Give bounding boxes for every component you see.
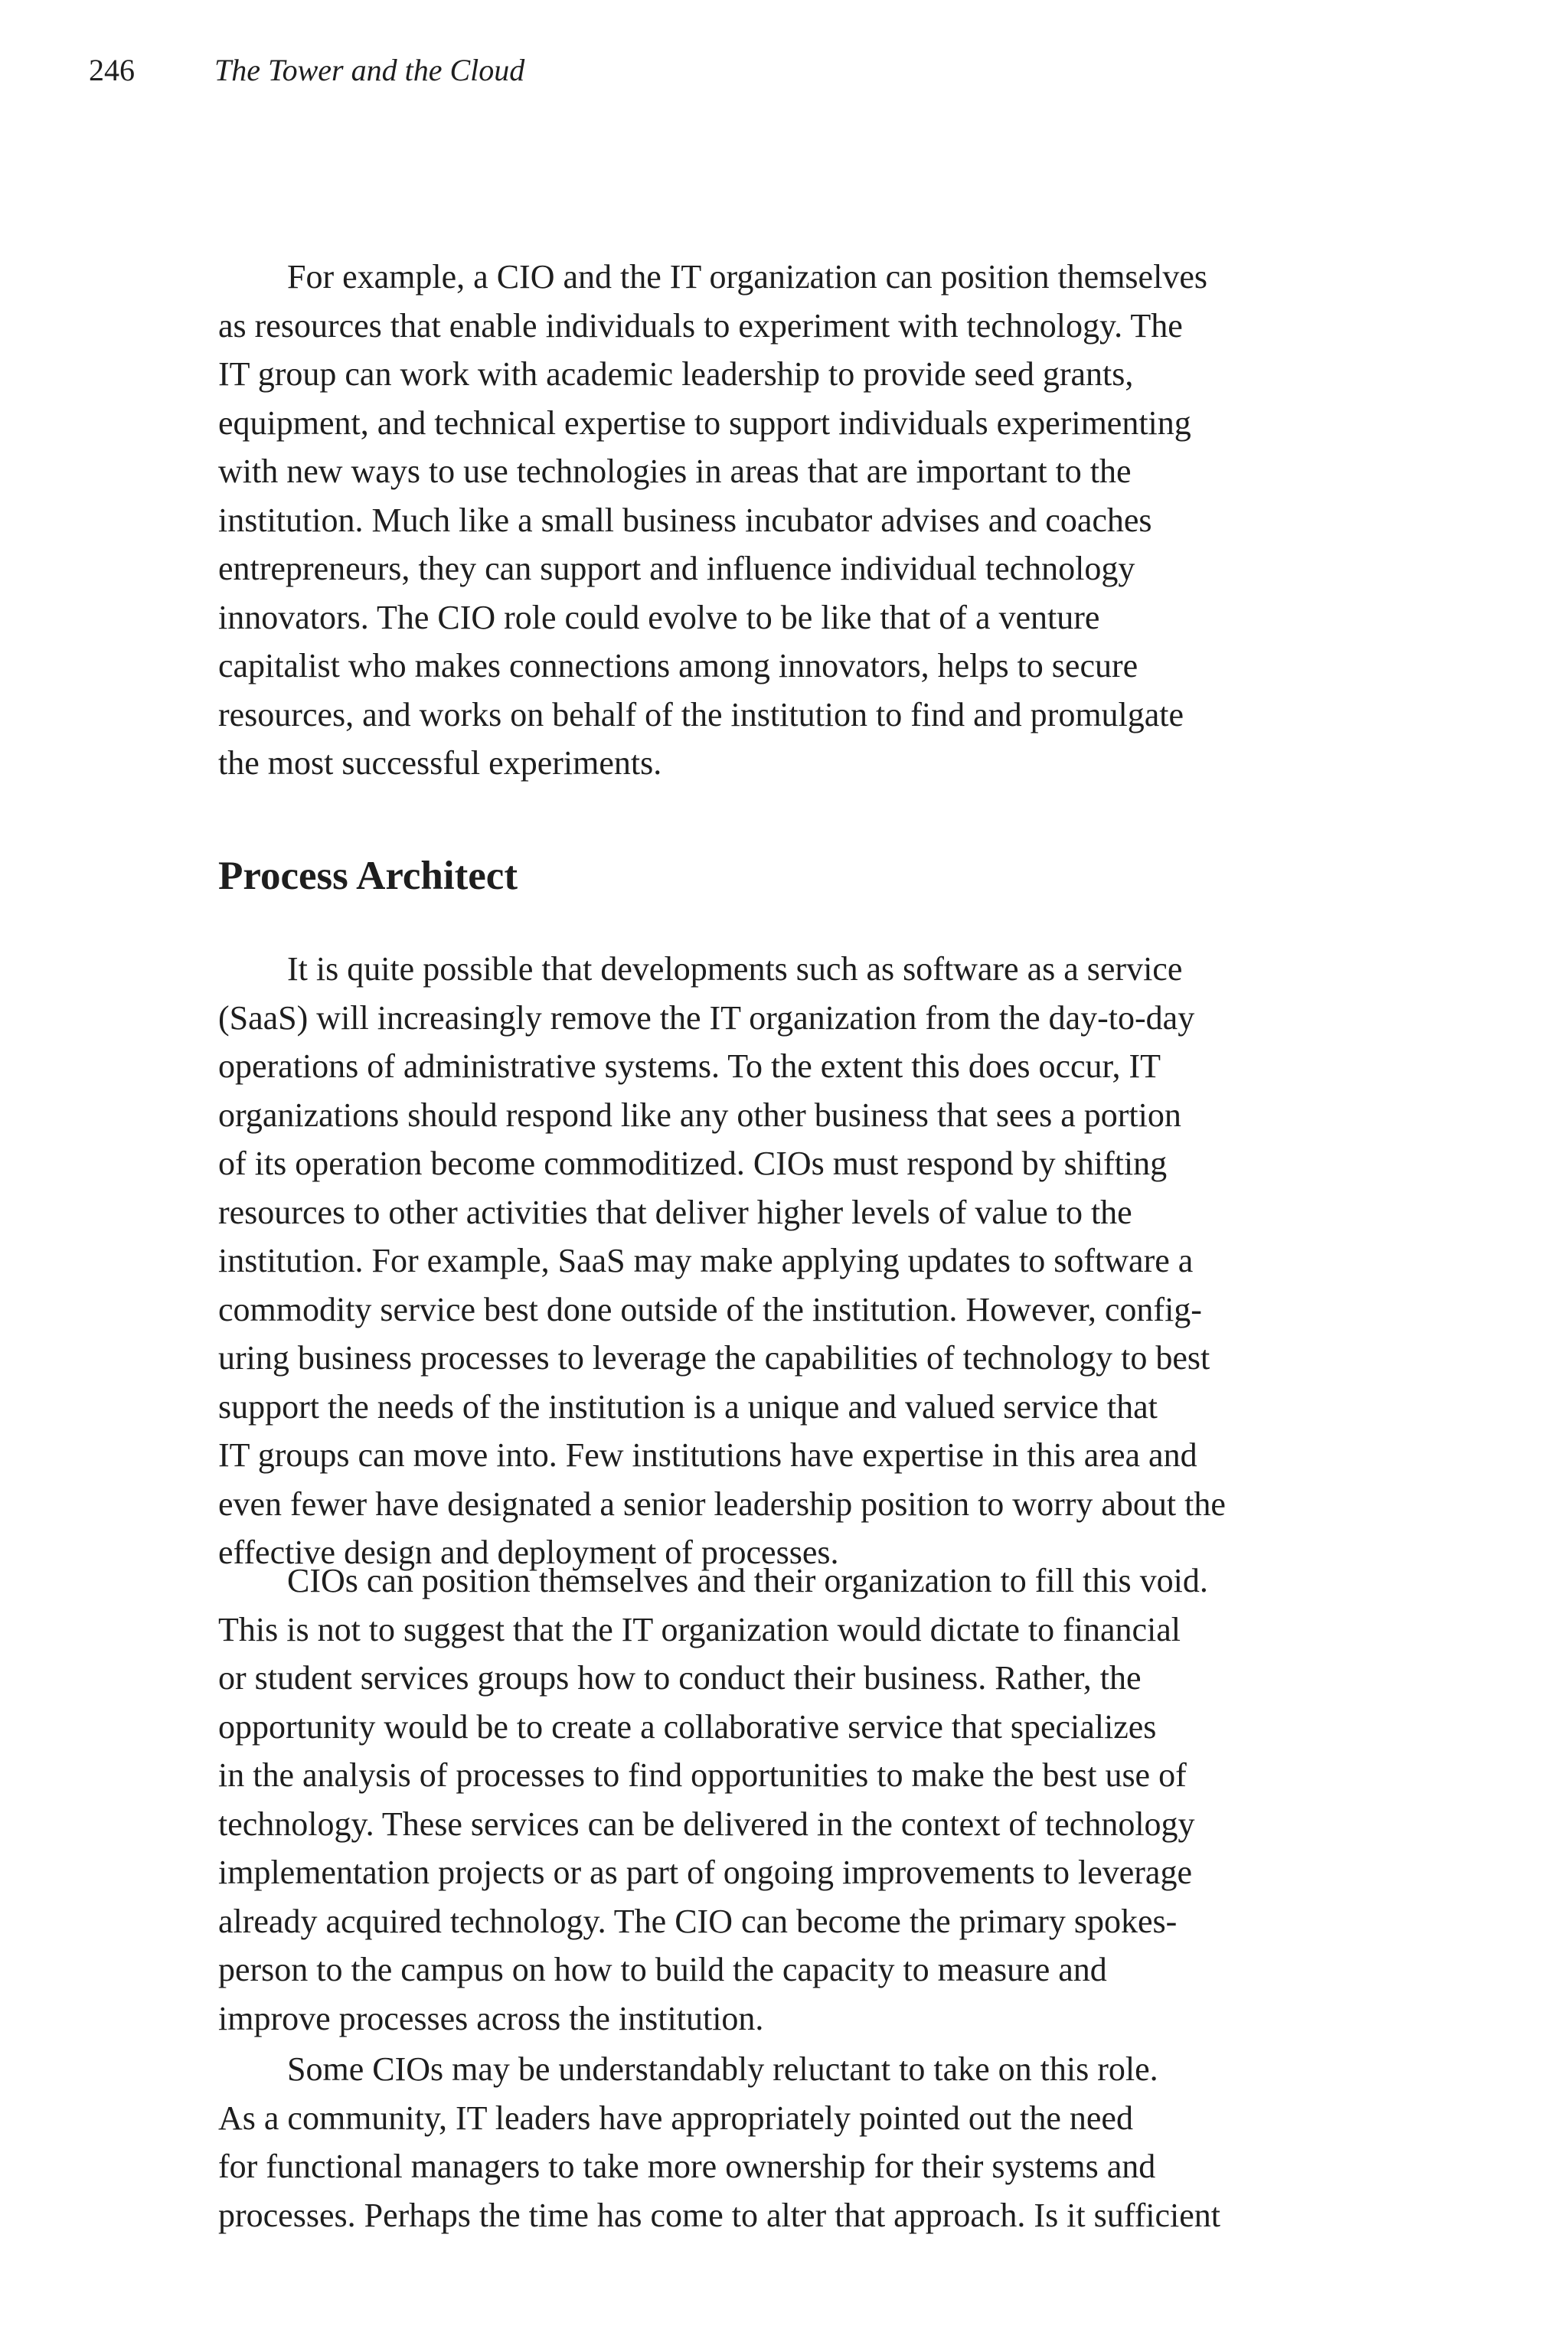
- book-title: The Tower and the Cloud: [214, 53, 525, 87]
- text-line: commodity service best done outside of the institution. However, config-: [218, 1290, 1202, 1328]
- text-line: As a community, IT leaders have appropriately pointed out the need: [218, 2099, 1133, 2137]
- text-line: Some CIOs may be understandably reluctant to take on this role.: [287, 2050, 1158, 2088]
- paragraph-1: [218, 253, 1367, 788]
- text-line: opportunity would be to create a collaborative service that specializes: [218, 1707, 1157, 1746]
- text-line: This is not to suggest that the IT organization would dictate to financial: [218, 1610, 1181, 1648]
- text-line: CIOs can position themselves and their organization to fill this void.: [287, 1562, 1208, 1599]
- text-line: with new ways to use technologies in areas that are important to the: [218, 452, 1132, 490]
- text-line: For example, a CIO and the IT organization can position themselves: [287, 258, 1207, 296]
- text-line: person to the campus on how to build the capacity to measure and: [218, 1951, 1107, 1988]
- text-line: effective design and deployment of processes.: [218, 1534, 839, 1571]
- text-line: improve processes across the institution.: [218, 1999, 764, 2037]
- text-line: the most successful experiments.: [218, 744, 662, 782]
- text-line: implementation projects or as part of ongoing improvements to leverage: [218, 1854, 1192, 1891]
- text-line: as resources that enable individuals to experiment with technology. The: [218, 306, 1183, 345]
- text-line: equipment, and technical expertise to support individuals experimenting: [218, 403, 1191, 442]
- text-line: institution. Much like a small business incubator advises and coaches: [218, 501, 1152, 539]
- text-line: already acquired technology. The CIO can become the primary spokes-: [218, 1902, 1178, 1940]
- text-line: uring business processes to leverage the capabilities of technology to best: [218, 1339, 1210, 1377]
- text-line: entrepreneurs, they can support and influence individual technology: [218, 550, 1135, 587]
- text-line: in the analysis of processes to find opportunities to make the best use of: [218, 1756, 1187, 1794]
- text-line: IT group can work with academic leadership to provide seed grants,: [218, 355, 1134, 393]
- text-line: of its operation become commoditized. CIOs must respond by shifting: [218, 1145, 1168, 1182]
- text-line: capitalist who makes connections among innovators, helps to secure: [218, 647, 1138, 684]
- text-line: (SaaS) will increasingly remove the IT organization from the day-to-day: [218, 998, 1195, 1037]
- text-line: for functional managers to take more ownership for their systems and: [218, 2148, 1156, 2185]
- text-line: technology. These services can be delivered in the context of technology: [218, 1805, 1195, 1843]
- text-line: support the needs of the institution is a unique and valued service that: [218, 1387, 1158, 1426]
- text-line: resources to other activities that deliver higher levels of value to the: [218, 1193, 1132, 1231]
- page-number: 246: [89, 53, 135, 87]
- text-line: organizations should respond like any other business that sees a portion: [218, 1096, 1181, 1134]
- section-heading: Process Architect: [218, 854, 518, 898]
- paragraph-3: [218, 1557, 1367, 2043]
- text-line: institution. For example, SaaS may make applying updates to software a: [218, 1242, 1194, 1279]
- text-line: operations of administrative systems. To the extent this does occur, IT: [218, 1047, 1161, 1085]
- text-line: resources, and works on behalf of the institution to find and promulgate: [218, 695, 1184, 733]
- paragraph-4: [218, 2045, 1367, 2239]
- text-line: innovators. The CIO role could evolve to be like that of a venture: [218, 598, 1100, 636]
- text-line: processes. Perhaps the time has come to alter that approach. Is it sufficient: [218, 2196, 1220, 2234]
- paragraph-2: [218, 945, 1367, 1577]
- text-line: IT groups can move into. Few institutions have expertise in this area and: [218, 1436, 1197, 1474]
- text-line: even fewer have designated a senior leadership position to worry about the: [218, 1485, 1226, 1523]
- text-line: or student services groups how to conduct their business. Rather, the: [218, 1659, 1142, 1697]
- running-head: [89, 47, 524, 93]
- text-line: It is quite possible that developments such as software as a service: [287, 950, 1183, 988]
